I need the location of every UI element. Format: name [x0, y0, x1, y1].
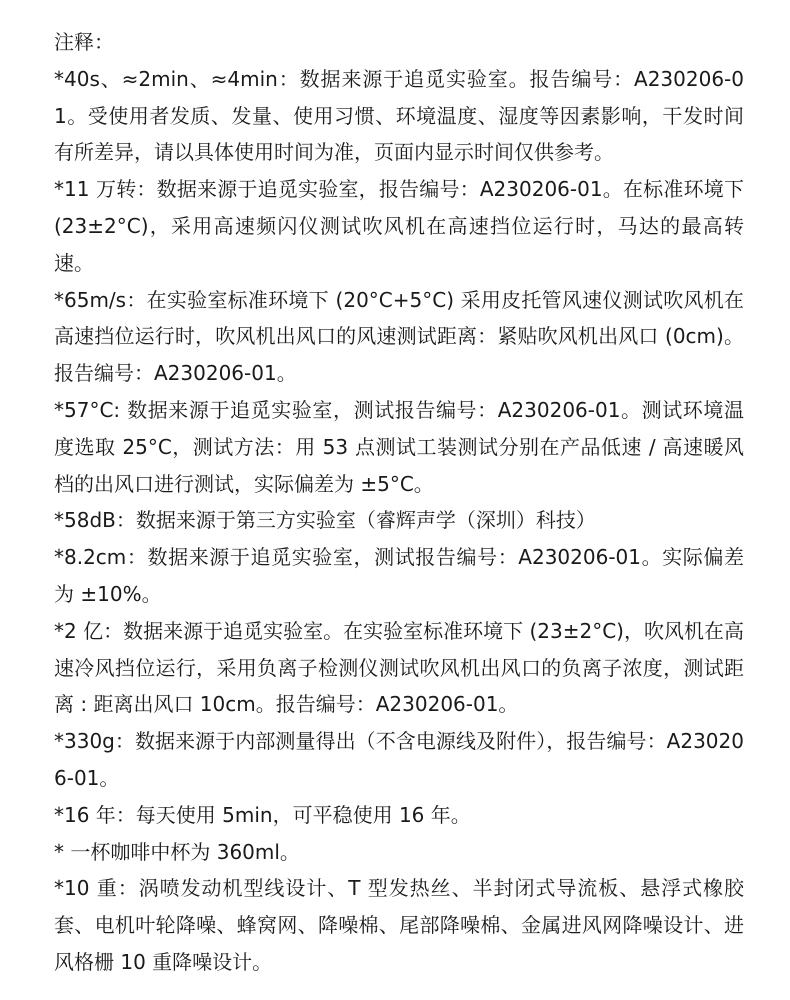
note-coffee-cup: * 一杯咖啡中杯为 360ml。 [54, 839, 300, 864]
note-length: *8.2cm：数据来源于追觅实验室，测试报告编号：A230206-01。实际偏差为 ±10%。 [54, 545, 744, 606]
notes-title: 注释： [54, 30, 114, 54]
note-wind-speed: *65m/s：在实验室标准环境下 (20°C+5°C) 采用皮托管风速仪测试吹风机在高速挡位运行时，吹风机出风口的风速测试距离：紧贴吹风机出风口 (0cm)。报告编号：A230206-01。 [54, 287, 744, 386]
note-dry-time: *40s、≈2min、≈4min：数据来源于追觅实验室。报告编号：A230206-01。受使用者发质、发量、使用习惯、环境温度、湿度等因素影响，干发时间有所差异，请以具体使用时间为准，页面内显示时间仅供参考。 [54, 66, 744, 165]
note-noise: *58dB：数据来源于第三方实验室（睿辉声学（深圳）科技） [54, 508, 596, 533]
note-motor-speed: *11 万转：数据来源于追觅实验室，报告编号：A230206-01。在标准环境下 (23±2°C)，采用高速频闪仪测试吹风机在高速挡位运行时，马达的最高转速。 [54, 177, 744, 275]
note-noise-reduction: *10 重：涡喷发动机型线设计、T 型发热丝、半封闭式导流板、悬浮式橡胶套、电机叶轮降噪、蜂窝网、降噪棉、尾部降噪棉、金属进风网降噪设计、进风格栅 10 重降噪设计。 [54, 876, 744, 974]
note-temperature: *57°C: 数据来源于追觅实验室，测试报告编号：A230206-01。测试环境温度选取 25°C，测试方法：用 53 点测试工装测试分别在产品低速 / 高速暖风档的出风口进行测试，实际偏差为 ±5°C。 [54, 397, 744, 496]
note-negative-ions: *2 亿：数据来源于追觅实验室。在实验室标准环境下 (23±2°C)，吹风机在高速冷风挡位运行，采用负离子检测仪测试吹风机出风口的负离子浓度，测试距离 : 距离出风口 10cm。报告编号：A230206-01。 [54, 618, 744, 717]
footnotes [54, 24, 744, 981]
note-lifespan: *16 年：每天使用 5min，可平稳使用 16 年。 [54, 802, 471, 827]
note-weight: *330g：数据来源于内部测量得出（不含电源线及附件），报告编号：A230206-01。 [54, 729, 744, 790]
